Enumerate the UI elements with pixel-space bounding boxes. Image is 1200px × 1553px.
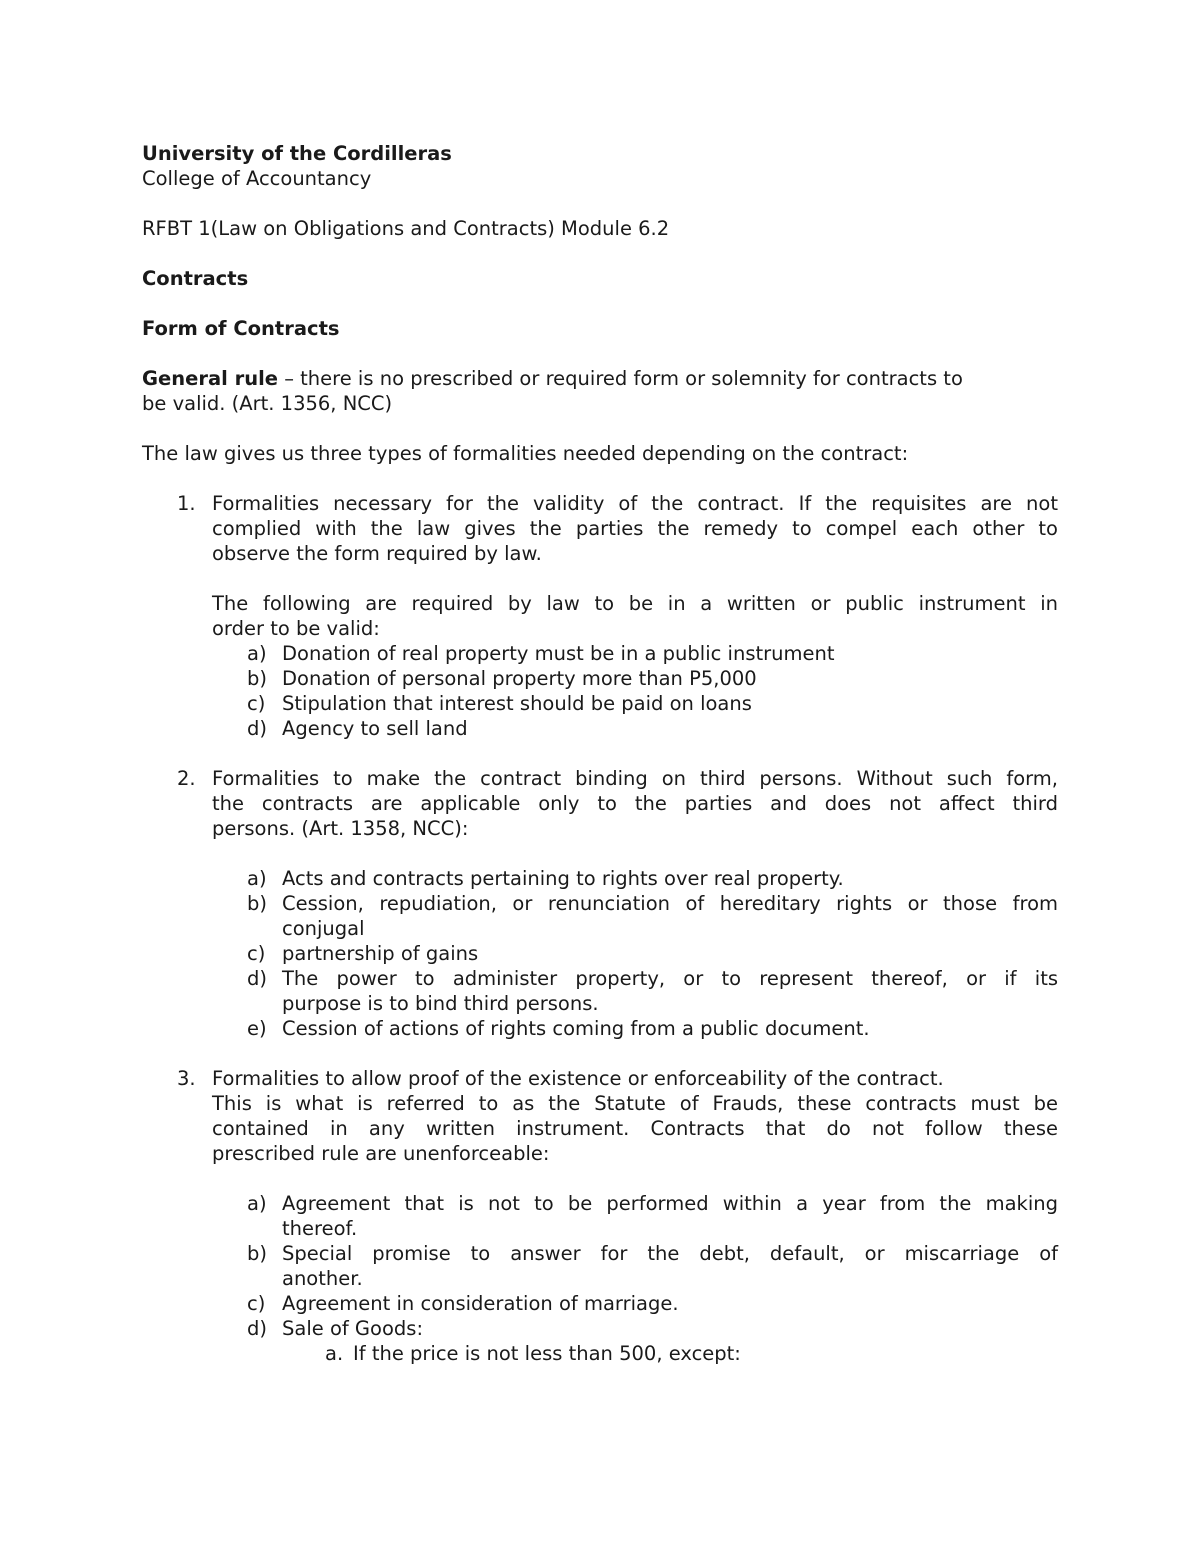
general-rule-text-2: be valid. (Art. 1356, NCC) (142, 392, 393, 415)
item-letter: b) (247, 892, 267, 915)
item-letter: c) (247, 942, 266, 965)
section-line: prescribed rule are unenforceable: (212, 1142, 550, 1165)
sub-item-letter: a. (325, 1342, 344, 1365)
item-text: thereof. (282, 1217, 358, 1240)
list-item (142, 966, 1058, 1016)
document-body (142, 141, 1058, 1366)
list-item (142, 1316, 1058, 1341)
item-letter: a) (247, 642, 267, 665)
list-item (142, 641, 1058, 666)
item-letter: b) (247, 1242, 267, 1265)
item-letter: e) (247, 1017, 267, 1040)
item-text: Agreement in consideration of marriage. (282, 1292, 679, 1315)
item-text: purpose is to bind third persons. (282, 992, 599, 1015)
item-text: Agreement that is not to be performed within a year from the making (282, 1192, 1058, 1215)
university-name: University of the Cordilleras (142, 142, 452, 165)
heading-contracts: Contracts (142, 267, 249, 290)
section-line: Formalities to allow proof of the existence or enforceability of the contract. (212, 1067, 944, 1090)
general-rule-text: – there is no prescribed or required form or solemnity for contracts to (278, 367, 963, 390)
section-line: the contracts are applicable only to the parties and does not affect third (212, 792, 1058, 815)
item-text: partnership of gains (282, 942, 479, 965)
item-text: another. (282, 1267, 363, 1290)
section-number: 2. (177, 767, 196, 790)
item-text: Agency to sell land (282, 717, 468, 740)
note-line: The following are required by law to be in a written or public instrument in (212, 592, 1058, 615)
sub-item-text: If the price is not less than 500, except: (353, 1342, 741, 1365)
item-text: Special promise to answer for the debt, default, or miscarriage of (282, 1242, 1058, 1265)
section-line: observe the form required by law. (212, 542, 542, 565)
list-item (142, 941, 1058, 966)
list-item (142, 1016, 1058, 1041)
item-letter: b) (247, 667, 267, 690)
general-rule-paragraph (142, 366, 1058, 416)
section-line: contained in any written instrument. Contracts that do not follow these (212, 1117, 1058, 1140)
list-item (142, 891, 1058, 941)
item-text: Stipulation that interest should be paid on loans (282, 692, 752, 715)
list-item (142, 866, 1058, 891)
item-text: Donation of personal property more than P5,000 (282, 667, 757, 690)
item-text: Donation of real property must be in a public instrument (282, 642, 835, 665)
course-title: RFBT 1(Law on Obligations and Contracts) Module 6.2 (142, 217, 670, 240)
item-text: Cession, repudiation, or renunciation of hereditary rights or those from (282, 892, 1058, 915)
list-item (142, 691, 1058, 716)
section-3 (142, 1066, 1058, 1166)
item-letter: c) (247, 692, 266, 715)
section-1-note (142, 591, 1058, 641)
college-name: College of Accountancy (142, 167, 372, 190)
note-line: order to be valid: (212, 617, 380, 640)
heading-form-of-contracts: Form of Contracts (142, 317, 340, 340)
item-letter: d) (247, 967, 267, 990)
section-2 (142, 766, 1058, 841)
list-item (142, 716, 1058, 741)
list-item (142, 1191, 1058, 1241)
intro-paragraph: The law gives us three types of formalities needed depending on the contract: (142, 442, 909, 465)
item-text: The power to administer property, or to represent thereof, or if its (282, 967, 1058, 990)
section-number: 3. (177, 1067, 196, 1090)
item-text: Sale of Goods: (282, 1317, 424, 1340)
section-number: 1. (177, 492, 196, 515)
section-line: persons. (Art. 1358, NCC): (212, 817, 469, 840)
item-text: Acts and contracts pertaining to rights over real property. (282, 867, 844, 890)
item-letter: d) (247, 1317, 267, 1340)
item-letter: a) (247, 1192, 267, 1215)
list-item (142, 1291, 1058, 1316)
section-line: Formalities necessary for the validity of the contract. If the requisites are not (212, 492, 1058, 515)
sub-list-item (142, 1341, 1058, 1366)
item-text: conjugal (282, 917, 365, 940)
item-letter: d) (247, 717, 267, 740)
list-item (142, 666, 1058, 691)
section-line: This is what is referred to as the Statute of Frauds, these contracts must be (212, 1092, 1058, 1115)
section-line: Formalities to make the contract binding on third persons. Without such form, (212, 767, 1058, 790)
list-item (142, 1241, 1058, 1291)
item-text: Cession of actions of rights coming from a public document. (282, 1017, 870, 1040)
section-1 (142, 491, 1058, 566)
general-rule-label: General rule (142, 367, 278, 390)
item-letter: c) (247, 1292, 266, 1315)
section-line: complied with the law gives the parties the remedy to compel each other to (212, 517, 1058, 540)
item-letter: a) (247, 867, 267, 890)
